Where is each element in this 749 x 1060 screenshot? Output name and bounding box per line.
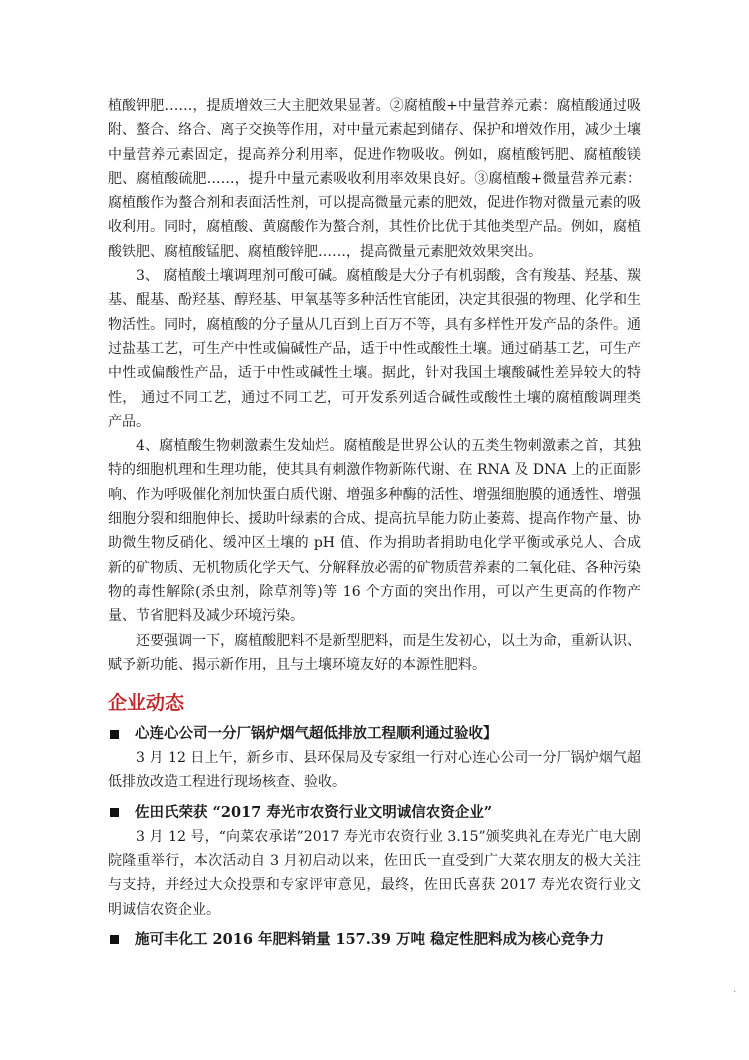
paragraph-conclusion: 还要强调一下，腐植酸肥料不是新型肥料，而是生发初心，以土为命，重新认识、赋予新功能、揭示新作用，且与土壤环境友好的本源性肥料。 xyxy=(108,632,641,673)
paragraph-humic-nutrients: 植酸钾肥……，提质增效三大主肥效果显著。②腐植酸+中量营养元素：腐植酸通过吸附、螯合、络合、离子交换等作用，对中量元素起到储存、保护和增效作用，减少土壤中量营养元素固定，提高养分利用率，促进作物吸收。例如，腐植酸钙肥、腐植酸镁肥、腐植酸硫肥……，提升中量元素吸收利用率效果良好。③腐植酸+微量营养元素：腐植酸作为螯合剂和表面活性剂，可以提高微量元素的肥效，促进作物对微量元素的吸收利用。同时，腐植酸、黄腐酸作为螯合剂，其性价比优于其他类型产品。例如，腐植酸铁肥、腐植酸锰肥、腐植酸锌肥……，提高微量元素肥效效果突出。 xyxy=(108,98,641,260)
news-headline xyxy=(108,722,641,746)
square-bullet-icon xyxy=(110,808,119,817)
news-headline xyxy=(108,801,641,825)
paragraph-soil-conditioner: 3、 腐植酸土壤调理剂可酸可碱。腐植酸是大分子有机弱酸，含有羧基、羟基、羰基、醌基、酚羟基、醇羟基、甲氧基等多种活性官能团，决定其很强的物理、化学和生物活性。同时，腐植酸的分子量从几百到上百万不等，具有多样性开发产品的条件。通过盐基工艺，可生产中性或偏碱性产品，适于中性或酸性土壤。通过硝基工艺，可生产中性或偏酸性产品，适于中性或碱性土壤。据此，针对我国土壤酸碱性差异较大的特性， 通过不同工艺，通过不同工艺，可开发系列适合碱性或酸性土壤的腐植酸调理类产品。 xyxy=(108,268,641,430)
news-item xyxy=(108,928,641,952)
square-bullet-icon xyxy=(110,935,119,944)
news-headline-text: 心连心公司一分厂锅炉烟气超低排放工程顺利通过验收】 xyxy=(135,725,498,743)
news-item xyxy=(108,801,641,922)
page-mark: . xyxy=(733,984,737,995)
square-bullet-icon xyxy=(110,730,119,739)
news-body: 3 月 12 号，“向菜农承诺”2017 寿光市农资行业 3.15”颁奖典礼在寿光广电大剧院隆重举行，本次活动自 3 月初启动以来，佐田氏一直受到广大菜农朋友的极大关注与支持，并经过大众投票和专家评审意见，最终，佐田氏喜获 2017 寿光农资行业文明诚信农资企业。 xyxy=(108,828,641,918)
paragraph-biostimulant: 4、腐植酸生物刺激素生发灿烂。腐植酸是世界公认的五类生物刺激素之首，其独特的细胞机理和生理功能，使其具有刺激作物新陈代谢、在 RNA 及 DNA 上的正面影响、作为呼吸催化剂加快蛋白质代谢、增强多种酶的活性、增强细胞膜的通透性、增强细胞分裂和细胞伸长、援助叶绿素的合成、提高抗旱能力防止萎蔫、提高作物产量、协助微生物反硝化、缓冲区土壤的 pH 值、作为捐助者捐助电化学平衡或承兑人、合成新的矿物质、无机物质化学天气、分解释放必需的矿物质营养素的二氧化硅、各种污染物的毒性解除(杀虫剂，除草剂等)等 16 个方面的突出作用，可以产生更高的作物产量、节省肥料及减少环境污染。 xyxy=(108,438,641,625)
section-title-company-news: 企业动态 xyxy=(108,692,185,715)
news-body: 3 月 12 日上午，新乡市、县环保局及专家组一行对心连心公司一分厂锅炉烟气超低排放改造工程进行现场核查、验收。 xyxy=(108,750,641,791)
news-item xyxy=(108,722,641,795)
news-headline-text: 施可丰化工 2016 年肥料销量 157.39 万吨 稳定性肥料成为核心竞争力 xyxy=(135,930,605,948)
news-headline xyxy=(108,928,641,952)
news-headline-text: 佐田氏荣获 “2017 寿光市农资行业文明诚信农资企业” xyxy=(135,803,493,821)
